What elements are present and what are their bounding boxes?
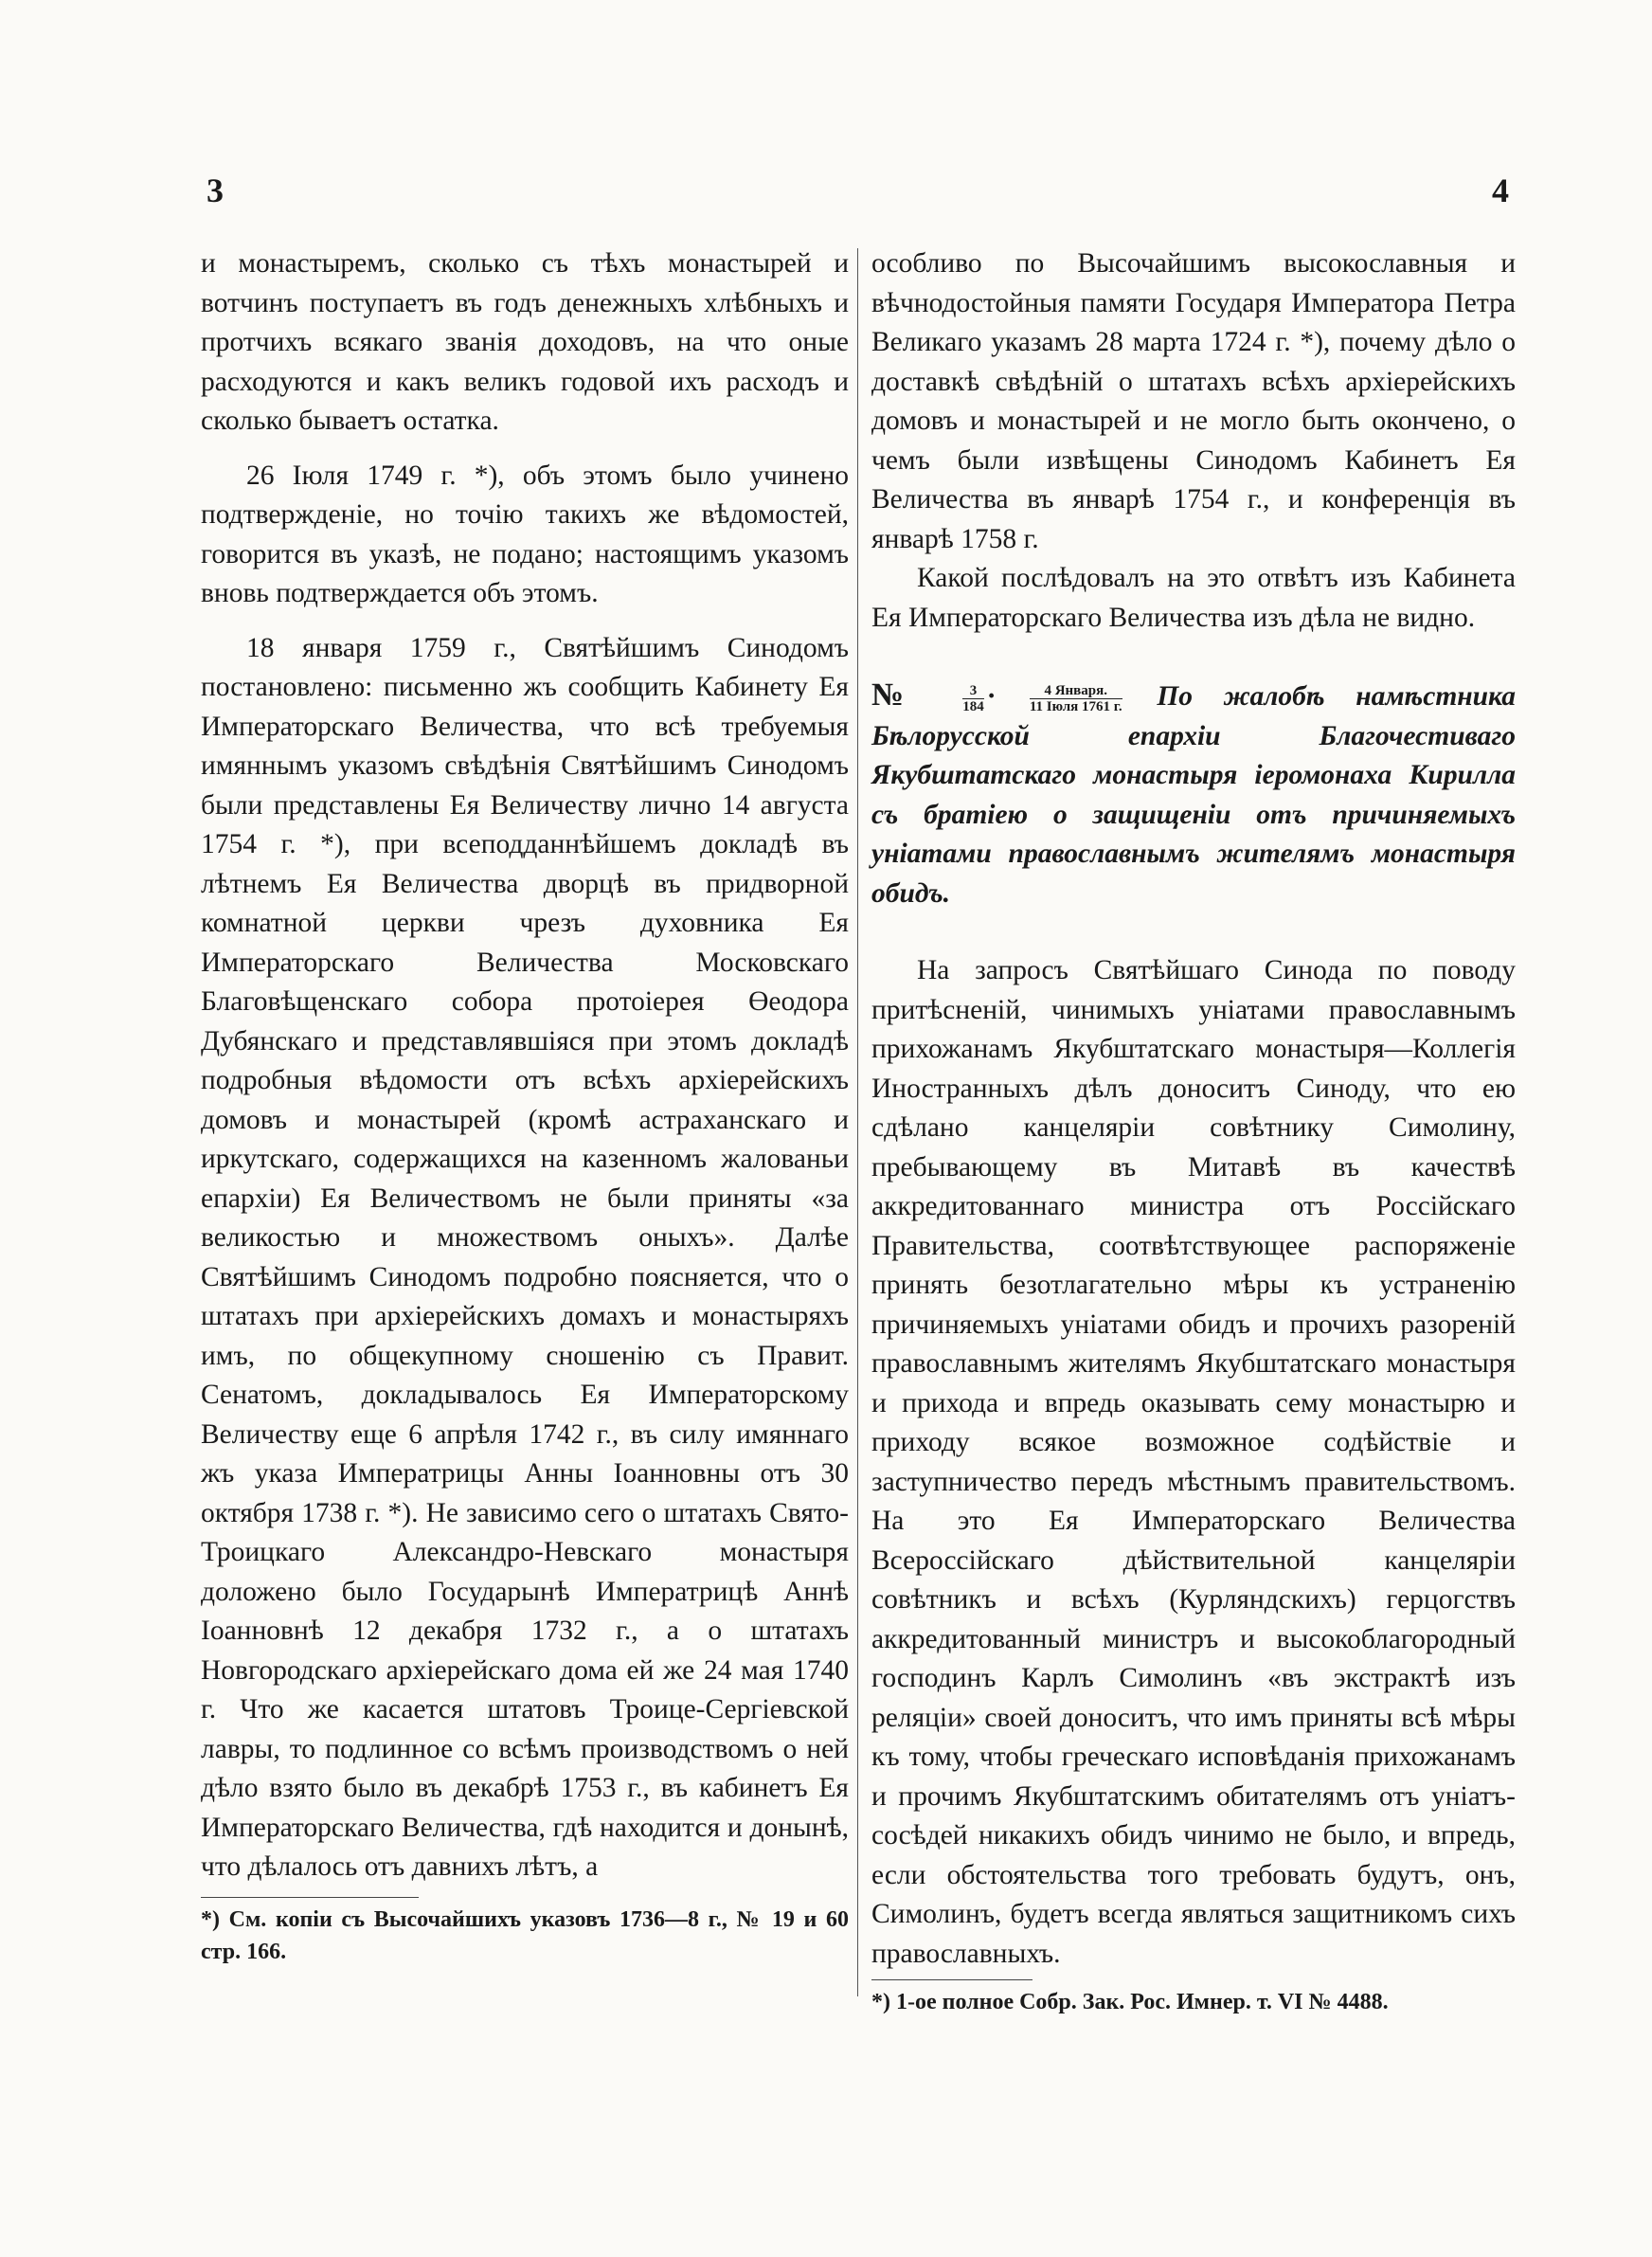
paragraph-2: 26 Іюля 1749 г. *), объ этомъ было учинено подтвержденіе, но точію такихъ же вѣдомостей, говорится въ указѣ, не подано; настоящимъ указомъ вновь подтверждается объ этомъ.	[201, 460, 849, 608]
paragraph-4: особливо по Высочайшимъ высокославныя и вѣчнодостойныя памяти Государя Императора Петра Великаго указамъ 28 марта 1724 г. *), почему дѣло о доставкѣ свѣдѣній о штатахъ всѣхъ архіерейскихъ домовъ и монастырей и не могло быть окончено, о чемъ были извѣщены Синодомъ Кабинетъ Ея Величества въ январѣ 1754 г., и конференція въ январѣ 1758 г.	[871, 248, 1516, 554]
left-column	[201, 244, 849, 1968]
page-number-left: 3	[206, 172, 224, 209]
footnote-rule	[201, 1897, 419, 1898]
doc-number-fraction: $\frac{3}{184}$	[962, 682, 984, 714]
footnote-rule	[871, 1979, 1032, 1980]
paragraph-3: 18 января 1759 г., Святѣйшимъ Синодомъ постановлено: письменно жъ сообщить Кабинету Ея Императорскаго Величества, что всѣ требуемыя имяннымъ указомъ свѣдѣнія Святѣйшимъ Синодомъ были представлены Ея Величеству лично 14 августа 1754 г. *), при всеподданнѣйшемъ докладѣ въ лѣтнемъ Ея Величества дворцѣ въ придворной комнатной церкви чрезъ духовника Ея Императорскаго Величества Московскаго Благовѣщенскаго собора протоіерея Өеодора Дубянскаго и представлявшіяся при этомъ докладѣ подробныя вѣдомости отъ всѣхъ архіерейскихъ домовъ и монастырей (кромѣ астраханскаго и иркутскаго, содержащихся на казенномъ жалованьи епархіи) Ея Величествомъ не были приняты «за великостью и множествомъ оныхъ». Далѣе Святѣйшимъ Синодомъ подробно поясняется, что о штатахъ при архіерейскихъ домахъ и монастыряхъ имъ, по общекупному сношенію съ Правит. Сенатомъ, докладывалось Ея Императорскому Величеству еще 6 апрѣля 1742 г., въ силу имяннаго жъ указа Императрицы Анны Іоанновны отъ 30 октября 1738 г. *). Не зависимо сего о штатахъ Свято-Троицкаго Александро-Невскаго монастыря доложено было Государынѣ Императрицѣ Аннѣ Іоанновнѣ 12 декабря 1732 г., а о штатахъ Новгородскаго архіерейскаго дома ей же 24 мая 1740 г. Что же касается штатовъ Троице-Сергіевской лавры, то подлинное со всѣмъ производствомъ о ней дѣло взято было въ декабрѣ 1753 г., въ кабинетъ Ея Императорскаго Величества, гдѣ находится и донынѣ, что дѣлалось отъ давнихъ лѣтъ, а	[201, 632, 849, 1882]
document-header: № $\frac{3}{184}$ · $\frac{\text{4 Января.}}{\text{11 Іюля 1761 г.}}$ По жалобѣ намѣстника Бѣлорусской епархіи Благочестиваго Якубштатскаго монастыря іеромонаха Кирилла съ братіею о защищеніи отъ причиняемыхъ уніатами православнымъ жителямъ монастыря обидъ.	[871, 677, 1517, 909]
page-number-right: 4	[1492, 172, 1509, 209]
footnote-right: *) 1-ое полное Собр. Зак. Рос. Имнер. т. VI № 4488.	[871, 1990, 1389, 2014]
doc-date-fraction: $\frac{\text{4 Января.}}{\text{11 Іюля 1761 г.}}$	[1029, 682, 1122, 714]
right-column	[871, 244, 1516, 2018]
document-title: По жалобѣ намѣстника Бѣлорусской епархіи Благочестиваго Якубштатскаго монастыря іеромонаха Кирилла съ братіею о защищеніи отъ причиняемыхъ уніатами православнымъ жителямъ монастыря обидъ.	[871, 681, 1517, 909]
paragraph-5: Какой послѣдовалъ на это отвѣтъ изъ Кабинета Ея Императорскаго Величества изъ дѣла не видно.	[871, 563, 1516, 633]
paragraph-1: и монастыремъ, сколько съ тѣхъ монастырей и вотчинъ поступаетъ въ годъ денежныхъ хлѣбныхъ и протчихъ всякаго званія доходовъ, на что оные расходуются и какъ великъ годовой ихъ расходъ и сколько бываетъ остатка.	[201, 248, 849, 436]
footnote-left: *) См. копіи съ Высочайшихъ указовъ 1736—8 г., № 19 и 60 стр. 166.	[201, 1906, 849, 1964]
document-body: На запросъ Святѣйшаго Синода по поводу притѣсненій, чинимыхъ уніатами православнымъ прихожанамъ Якубштатскаго монастыря—Коллегія Иностранныхъ дѣлъ доноситъ Синоду, что ею сдѣлано канцеляріи совѣтнику Симолину, пребывающему въ Митавѣ въ качествѣ аккредитованнаго министра отъ Россійскаго Правительства, соотвѣтствующее распоряженіе принять безотлагательно мѣры къ устраненію причиняемыхъ уніатами обидъ и прочихъ разореній православнымъ жителямъ Якубштатскаго монастыря и прихода и впредь оказывать сему монастырю и приходу всякое возможное содѣйствіе и заступничество передъ мѣстнымъ правительствомъ. На это Ея Императорскаго Величества Всероссійскаго дѣйствительной канцеляріи совѣтникъ и всѣхъ (Курляндскихъ) герцогствъ аккредитованный министръ и высокоблагородный господинъ Карлъ Симолинъ «въ экстрактѣ изъ реляціи» своей доноситъ, что имъ приняты всѣ мѣры къ тому, чтобы греческаго исповѣданія прихожанамъ и прочимъ Якубштатскимъ обитателямъ отъ уніатъ-сосѣдей никакихъ обидъ чинимо не было, и впредь, если обстоятельства того требовать будутъ, онъ, Симолинъ, будетъ всегда являться защитникомъ сихъ православныхъ.	[871, 955, 1516, 1969]
column-divider	[857, 248, 858, 1996]
number-sign: №	[871, 677, 928, 713]
